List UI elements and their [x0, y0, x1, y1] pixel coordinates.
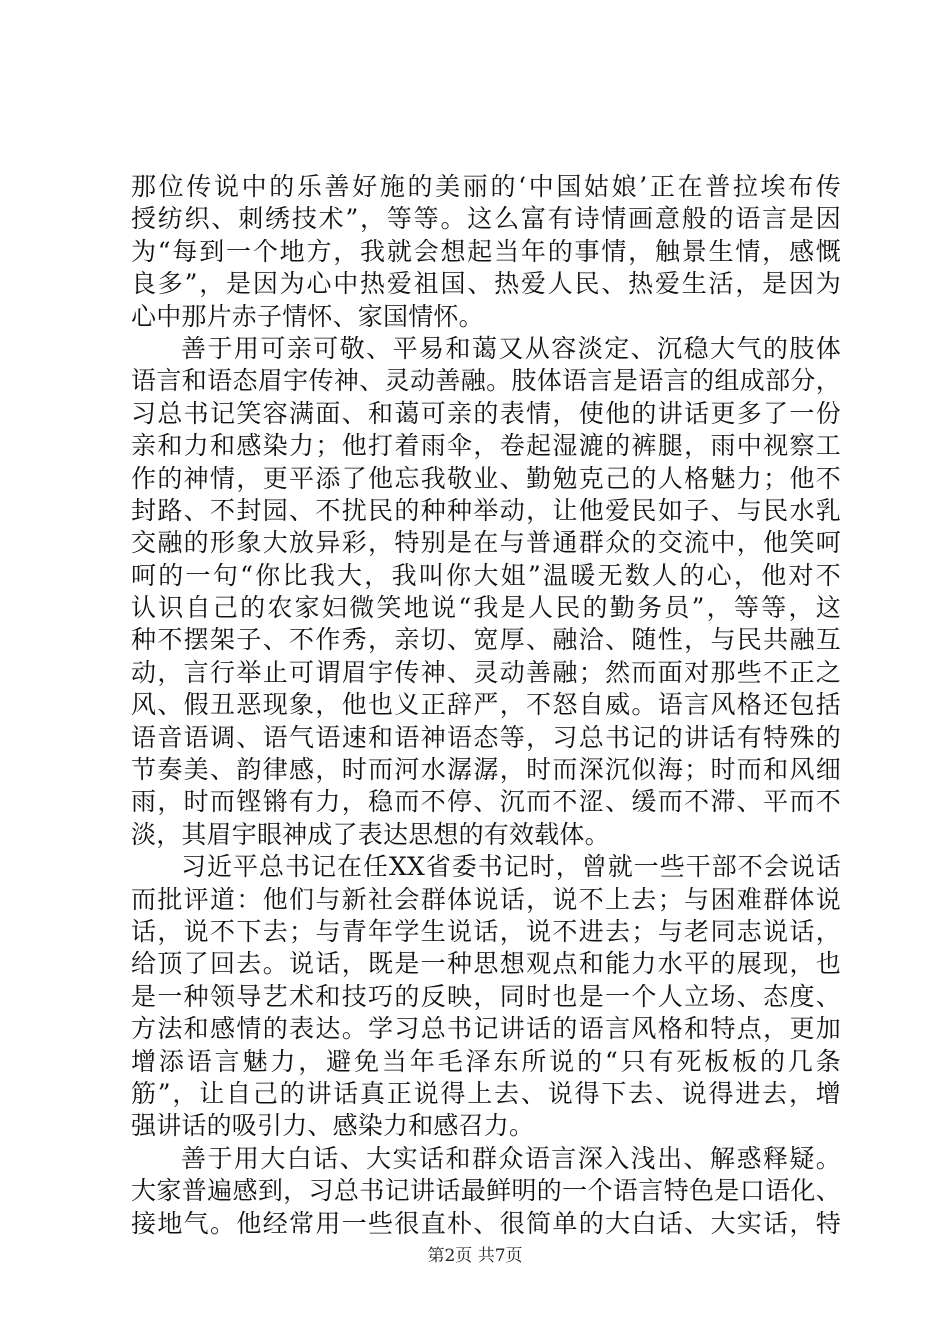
paragraph-first-line: 善于用大白话、大实话和群众语言深入浅出、解惑释疑。: [181, 1143, 841, 1173]
text-line: 风、假丑恶现象，他也义正辞严，不怒自威。语言风格还包括: [131, 690, 841, 720]
text-line: 接地气。他经常用一些很直朴、很简单的大白话、大实话，特: [131, 1208, 841, 1238]
text-line: 授纺织、刺绣技术”，等等。这么富有诗情画意般的语言是因: [131, 204, 841, 234]
page-number-label: 第2页 共7页: [427, 1246, 523, 1266]
text-line: 心中那片赤子情怀、家国情怀。: [131, 301, 484, 331]
text-line: 增添语言魅力，避免当年毛泽东所说的“只有死板板的几条: [131, 1046, 841, 1076]
text-line: 那位传说中的乐善好施的美丽的‘中国姑娘’正在普拉埃布传: [131, 172, 841, 201]
text-line: 认识自己的农家妇微笑地说“我是人民的勤务员”，等等，这: [131, 593, 841, 623]
page-footer: [0, 1245, 950, 1267]
text-line: 话，说不下去；与青年学生说话，说不进去；与老同志说话，: [131, 916, 841, 946]
text-line: 种不摆架子、不作秀，亲切、宽厚、融洽、随性，与民共融互: [131, 625, 841, 655]
text-line: 是一种领导艺术和技巧的反映，同时也是一个人立场、态度、: [131, 981, 841, 1011]
text-line: 为“每到一个地方，我就会想起当年的事情，触景生情，感慨: [131, 236, 841, 266]
text-line: 交融的形象大放异彩，特别是在与普通群众的交流中，他笑呵: [131, 528, 841, 558]
text-line: 语音语调、语气语速和语神语态等，习总书记的讲话有特殊的: [131, 722, 841, 752]
text-line: 节奏美、韵律感，时而河水潺潺，时而深沉似海；时而和风细: [131, 755, 841, 785]
text-line: 筋”，让自己的讲话真正说得上去、说得下去、说得进去，增: [131, 1078, 841, 1108]
text-line: 良多”，是因为心中热爱祖国、热爱人民、热爱生活，是因为: [131, 269, 841, 299]
text-line: 方法和感情的表达。学习总书记讲话的语言风格和特点，更加: [131, 1014, 841, 1044]
text-line: 封路、不封园、不扰民的种种举动，让他爱民如子、与民水乳: [131, 495, 841, 525]
text-line: 大家普遍感到，习总书记讲话最鲜明的一个语言特色是口语化、: [131, 1176, 841, 1206]
paragraph-first-line: 习近平总书记在任XX省委书记时，曾就一些干部不会说话: [181, 852, 841, 882]
text-line: 雨，时而铿锵有力，稳而不停、沉而不涩、缓而不滞、平而不: [131, 787, 841, 817]
text-line: 亲和力和感染力；他打着雨伞，卷起湿漉的裤腿，雨中视察工: [131, 431, 841, 461]
text-line: 作的神情，更平添了他忘我敬业、勤勉克己的人格魅力；他不: [131, 463, 841, 493]
paragraph-first-line: 善于用可亲可敬、平易和蔼又从容淡定、沉稳大气的肢体: [181, 333, 841, 363]
text-line: 淡，其眉宇眼神成了表达思想的有效载体。: [131, 819, 610, 849]
text-line: 习总书记笑容满面、和蔼可亲的表情，使他的讲话更多了一份: [131, 398, 841, 428]
text-line: 动，言行举止可谓眉宇传神、灵动善融；然而面对那些不正之: [131, 657, 841, 687]
text-line: 给顶了回去。说话，既是一种思想观点和能力水平的展现，也: [131, 949, 841, 979]
text-line: 强讲话的吸引力、感染力和感召力。: [131, 1111, 535, 1141]
text-line: 呵的一句“你比我大，我叫你大姐”温暖无数人的心，他对不: [131, 560, 841, 590]
text-line: 而批评道：他们与新社会群体说话，说不上去；与困难群体说: [131, 884, 841, 914]
text-line: 语言和语态眉宇传神、灵动善融。肢体语言是语言的组成部分，: [131, 366, 841, 396]
document-body: [131, 171, 841, 1240]
